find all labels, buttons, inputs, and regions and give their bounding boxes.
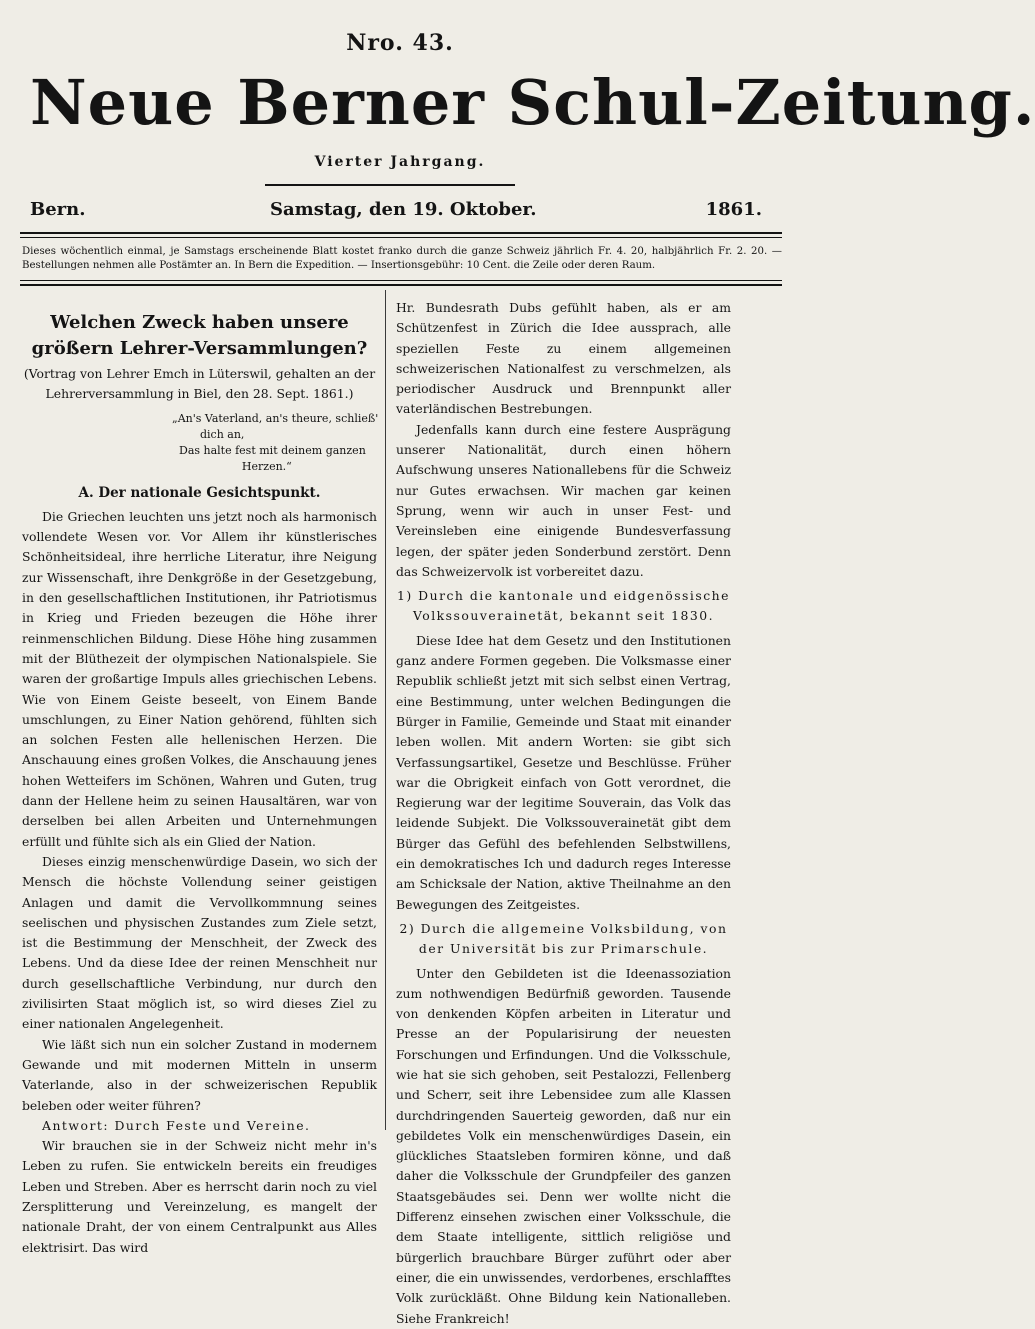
section-heading: A. Der nationale Gesichtspunkt.	[78, 484, 321, 501]
subscription-notice: Dieses wöchentlich einmal, je Samstags erscheinende Blatt kostet franko durch die ganze Schweiz jährlich Fr. 4. 20, halbjährlich Fr. 2. 20. — Bestellungen nehmen alle Postämter an. In Bern die Expedition. — Insertionsgebühr: 10 Cent. die Zeile oder deren Raum.	[22, 246, 782, 271]
column-divider	[385, 290, 386, 1130]
paragraph: Jedenfalls kann durch eine festere Ausprägung unserer Nationalität, durch einen höhern Aufschwung unseres Nationallebens für die Schweiz nur Gutes erwachsen. Wir machen gar keinen Sprung, wenn wir auch in unser Fest- und Vereinsleben eine einigende Bundesverfassung legen, der später jeden Sonderbund zerstört. Denn das Schweizervolk ist vorbereitet dazu.	[396, 421, 731, 579]
paragraph: Dieses einzig menschenwürdige Dasein, wo sich der Mensch die höchste Vollendung seiner geistigen Anlagen und damit die Vervollkommnung seines seelischen und physischen Zustandes zum Ziele setzt, ist die Bestimmung der Menschheit, der Zweck des Lebens. Und da diese Idee der reinen Menschheit nur durch gesellschaftliche Verbindung, nur durch den zivilisirten Staat möglich ist, so wird dieses Ziel zu einer nationalen Angelegenheit.	[22, 853, 377, 1032]
notice-rule-bottom	[20, 284, 782, 286]
place: Bern.	[30, 199, 86, 220]
dateline-rule-top	[20, 232, 782, 234]
issue-number: Nro. 43.	[346, 30, 454, 56]
dateline-rule-thin	[20, 237, 782, 238]
title-rule	[265, 184, 515, 186]
answer-line: Antwort: Durch Feste und Vereine.	[42, 1117, 311, 1133]
left-column	[22, 300, 377, 1258]
point-heading-1: 1) Durch die kantonale und eidgenössische Volkssouverainetät, bekannt seit 1830.	[397, 588, 730, 624]
article-title: Welchen Zweck haben unsere größern Lehrer-Versammlungen?	[31, 312, 368, 359]
paragraph: Wie läßt sich nun ein solcher Zustand in modernem Gewande und mit modernen Mitteln in unserm Vaterlande, also in der schweizerischen Republik beleben oder weiter führen?	[22, 1036, 377, 1113]
paragraph: Die Griechen leuchten uns jetzt noch als harmonisch vollendete Wesen vor. Vor Allem ihr künstlerisches Schönheitsideal, ihre herrliche Literatur, ihre Neigung zur Wissenschaft, ihre Denkgröße in der Gesetzgebung, in den gesellschaftlichen Institutionen, ihr Patriotismus in Krieg und Frieden bezeugen die Höhe ihrer reinmenschlichen Bildung. Diese Höhe hing zusammen mit der Blüthezeit der olympischen Nationalspiele. Sie waren der großartige Impuls alles griechischen Lebens. Wie von Einem Geiste beseelt, von Einem Bande umschlungen, zu Einer Nation gehörend, fühlten sich an solchen Festen alle hellenischen Herzen. Die Anschauung eines großen Volkes, die Anschauung jenes hohen Wetteifers im Schönen, Wahren und Guten, trug dann der Hellene heim zu seinen Hausaltären, war von derselben bei allen Arbeiten und Unternehmungen erfüllt und fühlte sich als ein Glied der Nation.	[22, 508, 377, 849]
right-column	[396, 298, 731, 1329]
newspaper-title: Neue Berner Schul-Zeitung.	[30, 66, 1035, 139]
date: Samstag, den 19. Oktober.	[270, 199, 537, 220]
motto-line: Das halte fest mit deinem ganzen	[172, 443, 366, 457]
motto-line: „An's Vaterland, an's theure, schließ'	[172, 411, 379, 425]
notice-rule-top	[20, 280, 782, 281]
motto	[172, 411, 377, 475]
motto-line: Herzen.“	[172, 459, 292, 473]
paragraph: Wir brauchen sie in der Schweiz nicht mehr in's Leben zu rufen. Sie entwickeln bereits ein freudiges Leben und Streben. Aber es herrscht darin noch zu viel Zersplitterung und Vereinzelung, es mangelt der nationale Draht, der von einem Centralpunkt aus Alles elektrisirt. Das wird	[22, 1138, 377, 1255]
paragraph: Unter den Gebildeten ist die Ideenassoziation zum nothwendigen Bedürfniß geworden. Tausende von denkenden Köpfen arbeiten in Literatur und Presse an der Popularisirung der neuesten Forschungen und Erfindungen. Und die Volksschule, wie hat sie sich gehoben, seit Pestalozzi, Fellenberg und Scherr, seit ihre Lebensidee zum alle Klassen durchdringenden Sauerteig geworden, daß nur ein gebildetes Volk ein menschenwürdiges Dasein, ein glückliches Staatsleben formiren könne, und daß daher die Volksschule der Grundpfeiler des ganzen Staatsgebäudes sei. Denn wer wollte nicht die Differenz einsehen zwischen einer Volksschule, die dem Staate intelligente, sittlich religiöse und bürgerlich brauchbare Bürger zuführt oder aber einer, die ein unwissendes, verdorbenes, erschlafftes Volk zurückläßt. Ohne Bildung kein Nationalleben. Siehe Frankreich!	[396, 965, 731, 1326]
motto-line: dich an,	[172, 427, 245, 441]
year: 1861.	[705, 199, 762, 220]
paragraph: Hr. Bundesrath Dubs gefühlt haben, als er am Schützenfest in Zürich die Idee aussprach, alle speziellen Feste zu einem allgemeinen schweizerischen Nationalfest zu verschmelzen, als periodischer Ausdruck und Brennpunkt aller vaterländischen Bestrebungen.	[396, 300, 731, 417]
article-subtitle: (Vortrag von Lehrer Emch in Lüterswil, gehalten an der Lehrerversammlung in Biel, den 28. Sept. 1861.)	[23, 366, 376, 402]
volume-line: Vierter Jahrgang.	[314, 154, 486, 170]
dateline	[30, 199, 770, 223]
paragraph: Diese Idee hat dem Gesetz und den Institutionen ganz andere Formen gegeben. Die Volksmasse einer Republik schließt jetzt mit sich selbst einen Vertrag, eine Bestimmung, unter welchen Bedingungen die Bürger in Familie, Gemeinde und Staat mit einander leben wollen. Mit andern Worten: sie gibt sich Verfassungsartikel, Gesetze und Beschlüsse. Früher war die Obrigkeit einfach von Gott verordnet, die Regierung war der legitime Souverain, das Volk das leidende Subjekt. Die Volkssouverainetät gibt dem Bürger das Gefühl des befehlenden Selbstwillens, ein demokratisches Ich und dadurch reges Interesse am Schicksale der Nation, aktive Theilnahme an den Bewegungen des Zeitgeistes.	[396, 632, 731, 912]
point-heading-2: 2) Durch die allgemeine Volksbildung, von der Universität bis zur Primarschule.	[399, 920, 728, 957]
